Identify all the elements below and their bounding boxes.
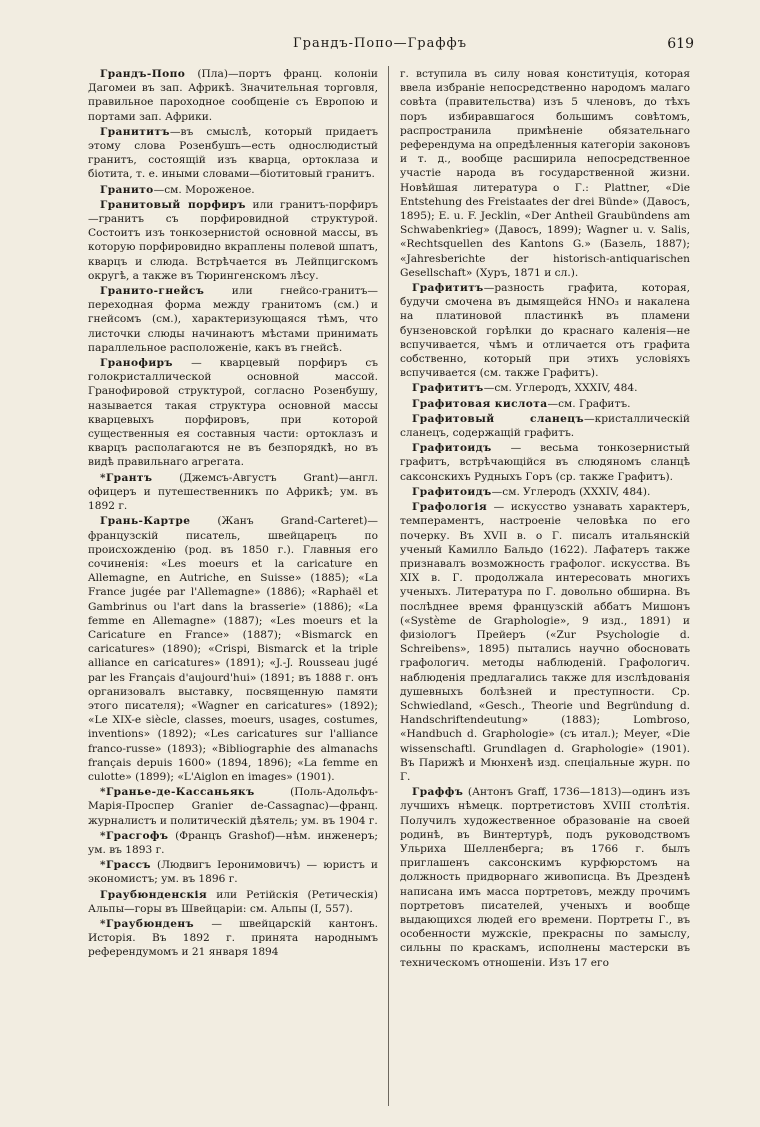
dictionary-entry bbox=[400, 441, 690, 484]
dictionary-entry bbox=[400, 412, 690, 440]
dictionary-entry bbox=[88, 858, 378, 886]
entry-text: —кристаллическій сланецъ, содержащій графитъ. bbox=[400, 412, 690, 440]
entry-headword: Графититъ bbox=[412, 382, 484, 395]
dictionary-entry bbox=[88, 471, 378, 514]
entry-headword: Граубюнденскія bbox=[100, 888, 208, 901]
entry-text: — искусство узнавать характеръ, темпераментъ, настроеніе человѣка по его почерку. Въ XVII в. о Г. писалъ итальянскій ученый Камилло Бальдо (1622). Лафатеръ также признавалъ возможность графолог. искусства. Въ XIX в. Г. продолжала интересовать многихъ ученыхъ. Литература по Г. довольно обширна. Въ послѣднее время французскій аббатъ Мишонъ («Système de Graphologie», 9 изд., 1891) и физіологъ Прейеръ («Zur Psychologie d. Schreibens», 1895) пытались научно обосновать графологич. методы наблюденій. Графологич. наблюденія предлагались также для изслѣдованія душевныхъ болѣзней и преступности. Ср. Schwiedland, «Gesch., Theorie und Begründung d. Handschriftendeutung» (1883); Lombroso, «Handbuch d. Graphologie» (съ итал.); Meyer, «Die wissenschaftl. Grundlagen d. Graphologie» (1901). Въ Парижѣ и Мюнхенѣ изд. спеціальные журн. по Г. bbox=[400, 501, 690, 783]
entry-headword: Графитовый сланецъ bbox=[412, 412, 585, 425]
dictionary-entry bbox=[400, 785, 690, 970]
dictionary-entry bbox=[88, 785, 378, 828]
entry-headword: Гранито-гнейсъ bbox=[100, 285, 205, 298]
entry-text: (Джемсъ-Августъ Grant)—англ. офицеръ и путешественникъ по Африкѣ; ум. въ 1892 г. bbox=[88, 471, 378, 513]
entry-headword: Гранито bbox=[100, 183, 154, 196]
left-column bbox=[88, 67, 378, 961]
dictionary-entry bbox=[88, 514, 378, 784]
entry-headword: Грань-Картре bbox=[100, 515, 191, 528]
entry-text: (Жанъ Grand-Carteret)—французскій писатель, швейцарецъ по происхожденію (род. въ 1850 г.). Главныя его сочиненія: «Les moeurs et la caricature en Allemagne, en Autriche, en Suisse» (1885); «La France jugée par l'Allemagne» (1886); «Raphaël et Gambrinus ou l'art dans la brasserie» (1886); «La femme en Allemagne» (1887); «Les moeurs et la Caricature en France» (1887); «Bismarck en caricatures» (1890); «Crispi, Bismarck et la triple alliance en caricatures» (1891); «J.-J. Rousseau jugé par les Français d'aujourd'hui» (1891; въ 1888 г. онъ организовалъ выставку, посвященную памяти этого писателя); «Wagner en caricatures» (1892); «Le XIX-e siècle, classes, moeurs, usages, costumes, inventions» (1892); «Les caricatures sur l'alliance franco-russe» (1893); «Bibliographie des almanachs français depuis 1600» (1894, 1896); «La femme en culotte» (1899); «L'Aiglon en images» (1901). bbox=[88, 515, 378, 783]
right-column bbox=[400, 67, 690, 971]
dictionary-entry bbox=[88, 356, 378, 470]
dictionary-entry bbox=[88, 284, 378, 355]
entry-headword: Графитовая кислота bbox=[412, 397, 548, 410]
entry-text: — кварцевый порфиръ съ голокристаллической основной массой. Гранофировой структурой, согласно Розенбушу, называется такая структура основной массы кварцевыхъ порфировъ, при которой существенныя ея составныя части: ортоклазъ и кварцъ располагаются не въ безпорядкѣ, но въ видѣ правильнаго агрегата. bbox=[88, 357, 378, 469]
running-head: Грандъ-Попо—Граффъ bbox=[293, 36, 467, 51]
dictionary-entry bbox=[88, 829, 378, 857]
dictionary-entry bbox=[88, 198, 378, 283]
entry-text: —въ смыслѣ, который придаетъ этому слова Розенбушъ—есть однослюдистый гранитъ, состоящій изъ кварца, ортоклаза и біотита, т. е. иными словами—біотитовый гранитъ. bbox=[88, 125, 378, 181]
entry-text: или Ретійскія (Ретическія) Альпы—горы въ Швейцаріи: см. Альпы (I, 557). bbox=[88, 888, 378, 915]
entry-text: или гнейсо-гранитъ—переходная форма между гранитомъ (см.) и гнейсомъ (см.), характеризующаяся тѣмъ, что листочки слюды начинаютъ мѣстами принимать параллельное расположеніе, какъ въ гнейсѣ. bbox=[88, 285, 378, 354]
dictionary-entry bbox=[400, 381, 690, 395]
entry-text: —разность графита, которая, будучи смочена въ дымящейся HNO₃ и накалена на платиновой пластинкѣ въ пламени бунзеновской горѣлки до краснаго каленія—не вспучивается, чѣмъ и отличается отъ графита собственно, который при этихъ условіяхъ вспучивается (см. также Графитъ). bbox=[400, 282, 690, 380]
entry-headword: *Грассъ bbox=[100, 859, 151, 872]
entry-headword: *Грасгофъ bbox=[100, 829, 169, 842]
dictionary-entry bbox=[88, 917, 378, 960]
entry-text: г. вступила въ силу новая конституція, которая ввела избраніе непосредственно народомъ малаго совѣта (правительства) изъ 5 членовъ, до тѣхъ поръ избиравшагося большимъ совѣтомъ, распространила примѣненіе обязательнаго референдума на опредѣленныя категоріи законовъ и т. д., вообще расширила непосредственное участіе народа въ государственной жизни. Новѣйшая литература о Г.: Plattner, «Die Entstehung des Freistaates der drei Bünde» (Давосъ, 1895); E. u. F. Jecklin, «Der Antheil Graubündens am Schwabenkrieg» (Давосъ, 1899); Wagner u. v. Salis, «Rechtsquellen des Kantons G.» (Базель, 1887); «Jahresberichte der historisch-antiquarischen Gesellschaft» (Хуръ, 1871 и сл.). bbox=[400, 68, 690, 279]
entry-headword: Гранитовый порфиръ bbox=[100, 198, 246, 211]
entry-headword: *Грантъ bbox=[100, 471, 153, 484]
entry-text: или гранитъ-порфиръ—гранитъ съ порфировидной структурой. Состоитъ изъ тонкозернистой основной массы, въ которую порфировидно вкраплены полевой шпатъ, кварцъ и слюда. Встрѣчается въ Лейпцигскомъ округѣ, а также въ Тюрингенскомъ лѣсу. bbox=[88, 198, 378, 282]
page-number: 619 bbox=[667, 36, 694, 52]
column-divider bbox=[388, 66, 389, 1106]
entry-headword: Графитоидъ bbox=[412, 442, 492, 455]
dictionary-entry bbox=[88, 125, 378, 182]
dictionary-entry bbox=[400, 281, 690, 380]
dictionary-entry bbox=[400, 67, 690, 280]
entry-headword: Гранофиръ bbox=[100, 357, 173, 370]
entry-headword: Гранититъ bbox=[100, 125, 170, 138]
entry-text: — весьма тонкозернистый графитъ, встрѣчающійся въ слюдяномъ сланцѣ саксонскихъ Рудныхъ Горъ (ср. также Графитъ). bbox=[400, 442, 690, 483]
entry-text: (Пла)—портъ франц. колоніи Дагомеи въ зап. Африкѣ. Значительная торговля, правильное пароходное сообщеніе съ Европою и портами зап. Африки. bbox=[88, 68, 378, 123]
entry-headword: Графитоидъ bbox=[412, 485, 492, 498]
entry-text: (Людвигъ Іеронимовичъ) — юристъ и экономистъ; ум. въ 1896 г. bbox=[88, 859, 378, 886]
dictionary-entry bbox=[88, 67, 378, 124]
entry-headword: Графологія bbox=[412, 501, 488, 514]
dictionary-entry bbox=[400, 485, 690, 499]
dictionary-entry bbox=[400, 500, 690, 784]
entry-text: —см. Углеродъ, XXXIV, 484. bbox=[483, 382, 638, 395]
entry-text: (Антонъ Graff, 1736—1813)—одинъ изъ лучшихъ нѣмецк. портретистовъ XVIII столѣтія. Получилъ художественное образованіе на своей родинѣ, въ Винтертурѣ, подъ руководствомъ Ульриха Шелленберга; въ 1766 г. былъ приглашенъ саксонскимъ курфюрстомъ на должность придворнаго живописца. Въ Дрезденѣ написана имъ масса портретовъ, между прочимъ портретовъ писателей, ученыхъ и вообще выдающихся людей его времени. Портреты Г., въ особенности мужскіе, прекрасны по замыслу, сильны по краскамъ, исполнены мастерски въ техническомъ отношеніи. Изъ 17 его bbox=[400, 786, 690, 969]
entry-headword: Граффъ bbox=[412, 786, 464, 799]
dictionary-entry bbox=[400, 397, 690, 411]
entry-headword: Графититъ bbox=[412, 282, 484, 295]
entry-headword: *Граубюнденъ bbox=[100, 917, 195, 930]
entry-text: —см. Мороженое. bbox=[153, 183, 255, 196]
entry-text: (Францъ Grashof)—нѣм. инженеръ; ум. въ 1893 г. bbox=[88, 829, 378, 856]
entry-headword: Грандъ-Попо bbox=[100, 68, 186, 80]
entry-headword: *Гранье-де-Кассаньякъ bbox=[100, 786, 255, 799]
entry-text: —см. Углеродъ (XXXIV, 484). bbox=[491, 485, 651, 498]
entry-text: —см. Графитъ. bbox=[547, 397, 631, 410]
dictionary-entry bbox=[88, 888, 378, 916]
entry-text: — швейцарскій кантонъ. Исторія. Въ 1892 г. принята народнымъ референдумомъ и 21 января 1894 bbox=[88, 917, 378, 959]
entry-text: (Поль-Адольфъ-Марія-Проспер Granier de-Cassagnac)—франц. журналистъ и политическій дѣятель; ум. въ 1904 г. bbox=[88, 786, 378, 827]
dictionary-entry bbox=[88, 183, 378, 197]
